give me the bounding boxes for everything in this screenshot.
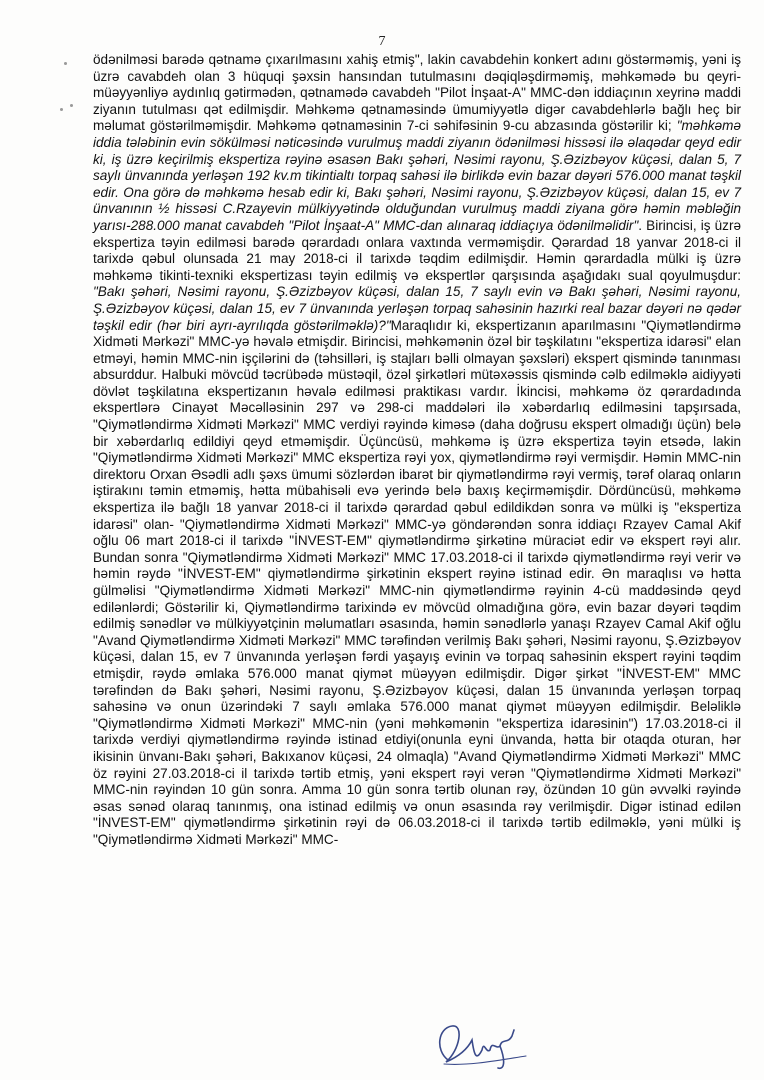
page-number: 7 [378, 34, 386, 49]
text-run-italic: "məhkəmə iddia tələbinin evin sökülməsi nəticəsində vurulmuş maddi ziyanın ödənilməsi hissəsi ilə əlaqədar qeyd edir ki, iş üzrə keçirilmiş ekspertiza rəyinə əsasən Bakı şəhəri, Nəsimi rayonu, Ş.Əzizbəyov küçəsi, dalan 5, 7 saylı ünvanında yerləşən 192 kv.m tikintialtı torpaq sahəsi ilə birlikdə evin bazar dəyəri 576.000 manat təşkil edir. Ona görə də məhkəmə hesab edir ki, Bakı şəhəri, Nəsimi rayonu, Ş.Əzizbəyov küçəsi, dalan 15, ev 7 ünvanının ½ hissəsi C.Rzayevin mülkiyyətində olduğundan vurulmuş maddi ziyana görə həmin məbləğin yarısı-288.000 manat cavabdeh "Pilot İnşaat-A" MMC-dan alınaraq iddiaçıya ödənilməlidir" [93, 118, 741, 233]
scan-speck [60, 108, 63, 111]
body-paragraph [93, 52, 741, 849]
text-run: ödənilməsi barədə qətnamə çıxarılmasını xahiş etmiş", lakin cavabdehin konkert adını göstərməmiş, yəni iş üzrə cavabdeh olan 3 hüquqi şəxsin hansından tutulmasını dəqiqləşdirməmiş, məhkəmədə bu qeyri-müəyyənliyə aydınlıq gətirmədən, qətnamədə cavabdeh "Pilot İnşaat-A" MMC-dən iddiaçının xeyrinə maddi ziyanın tutulması qət edilmişdir. Məhkəmə qətnaməsində ümumiyyətlə digər cavabdehlərlə bağlı heç bir məlumat göstərilməmişdir. Məhkəmə qətnaməsinin 7-ci səhifəsinin 9-cu abzasında göstərilir ki; [93, 52, 741, 134]
scan-speck [64, 62, 67, 65]
text-run-italic: "Bakı şəhəri, Nəsimi rayonu, Ş.Əzizbəyov küçəsi, dalan 15, 7 saylı evin və Bakı şəhəri, Nəsimi rayonu, Ş.Əzizbəyov küçəsi, dalan 15, ev 7 ünvanında yerləşən torpaq sahəsinin hazırki real bazar dəyəri nə qədər təşkil edir (hər biri ayrı-ayrılıqda göstərilməklə)?" [93, 284, 741, 333]
text-run: Maraqlıdır ki, ekspertizanın aparılmasını "Qiymətləndirmə Xidməti Mərkəzi" MMC-yə həvalə etmişdir. Birincisi, məhkəmənin özəl bir təşkilatını "ekspertiza idarəsi" elan etməyi, həmin MMC-nin işçilərini də (təhsilləri, iş stajları bəlli olmayan şəxsləri) ekspert qismində tanınması absurddur. Halbuki mövcüd təcrübədə müstəqil, özəl şirkətləri mütəxəssis qismində cəlb edilməklə aidiyyəti dövlət təşkilatına ekspertizanın həvalə edilməsi praktikası vardır. İkincisi, məhkəmə öz qərardadında ekspertlərə Cinayət Məcəlləsinin 297 və 298-ci maddələri ilə xəbərdarlıq edilməsini tapşırsada, "Qiymətləndirmə Xidməti Mərkəzi" MMC verdiyi rəyində kiməsə (daha doğrusu ekspert olmadığı üçün) belə bir xəbərdarlıq edildiyi qeyd etməmişdir. Üçüncüsü, məhkəmə iş üzrə ekspertiza təyin etsədə, lakin "Qiymətləndirmə Xidməti Mərkəzi" MMC ekspertiza rəyi yox, qiymətləndirmə rəyi vermişdir. Həmin MMC-nin direktoru Orxan Əsədli adlı şəxs ümumi sözlərdən ibarət bir qiymətləndirmə rəyi vermiş, tərəf olaraq onların iştirakını təmin etməmiş, hətta mübahisəli evə yerində belə baxış keçirməmişdir. Dördüncüsü, məhkəmə ekspertiza ilə bağlı 18 yanvar 2018-ci il tarixdə qərardad qəbul edildikdən sonra və mülki iş "ekspertiza idarəsi" olan- "Qiymətləndirmə Xidməti Mərkəzi" MMC-yə göndərəndən sonra iddiaçı Rzayev Camal Akif oğlu 06 mart 2018-ci il tarixdə "İNVEST-EM" qiymətləndirmə şirkətinə müraciət edir və ekspert rəyi alır. Bundan sonra "Qiymətləndirmə Xidməti Mərkəzi" MMC 17.03.2018-ci il tarixdə qiymətləndirmə rəyi verir və həmin rəydə "İNVEST-EM" qiymətləndirmə şirkətinin ekspert rəyinə istinad edir. Ən maraqlısı və hətta gülməlisi "Qiymətləndirmə Xidməti Mərkəzi" MMC-nin qiymətləndirmə rəyinin 4-cü maddəsində qeyd edilənlərdi; Göstərilir ki, Qiymətləndirmə tarixində ev mövcüd olmadığına görə, evin bazar dəyəri təqdim edilmiş sənədlər və mülkiyyətçinin məlumatları əsasında, həmin sənədlərlə yanaşı Rzayev Camal Akif oğlu "Avand Qiymətləndirmə Xidməti Mərkəzi" MMC tərəfindən verilmiş Bakı şəhəri, Nəsimi rayonu, Ş.Əzizbəyov küçəsi, dalan 15, ev 7 ünvanında yerləşən fərdi yaşayış evinin və torpaq sahəsinin ekspert rəyini təqdim etmişdir, rəydə əmlaka 576.000 manat qiymət müəyyən edilmişdir. Digər şirkət "İNVEST-EM" MMC tərəfindən də Bakı şəhəri, Nəsimi rayonu, Ş.Əzizbəyov küçəsi, dalan 15 ünvanında yerləşən torpaq sahəsinə və onun üzərindəki 7 saylı əmlaka 576.000 manat qiymət müəyyən edilmişdir. Beləliklə "Qiymətləndirmə Xidməti Mərkəzi" MMC-nin (yəni məhkəmənin "ekspertiza idarəsinin") 17.03.2018-ci il tarixdə verdiyi qiymətləndirmə rəyində istinad etdiyi(onunla eyni ünvanda, hətta bir otaqda oturan, hər ikisinin ünvanı-Bakı şəhəri, Bakıxanov küçəsi, 24 olmaqla) "Avand Qiymətləndirmə Xidməti Mərkəzi" MMC öz rəyini 27.03.2018-ci il tarixdə tərtib etmiş, yəni ekspert rəyi verən "Qiymətləndirmə Xidməti Mərkəzi" MMC-nin rəyindən 10 gün sonra. Amma 10 gün sonra tərtib olunan rəy, özündən 10 gün əvvəlki rəyində əsas sənəd olaraq tanınmış, ona istinad edilmiş və onun əsasında rəy verilmişdir. Digər istinad edilən "İNVEST-EM" qiymətləndirmə şirkətinin rəyi də 06.03.2018-ci il tarixdə tərtib edilməklə, yəni mülki iş "Qiymətləndirmə Xidməti Mərkəzi" MMC- [93, 317, 741, 847]
signature-image [430, 1010, 550, 1072]
body-text [93, 52, 741, 849]
scan-speck [70, 104, 73, 107]
text-run: . Birincisi, iş üzrə ekspertiza təyin edilməsi barədə qərardadı onlara vaxtında verməmişdir. Qərardad 18 yanvar 2018-ci il tarixdə qəbul olunsada 21 may 2018-ci il tarixdə təqdim edilmişdir. Həmin qərardadla mülki iş üzrə məhkəmə tikinti-texniki ekspertizası təyin edilmiş və ekspertlər qarşısında aşağıdakı sual qoyulmuşdur: [93, 217, 742, 283]
